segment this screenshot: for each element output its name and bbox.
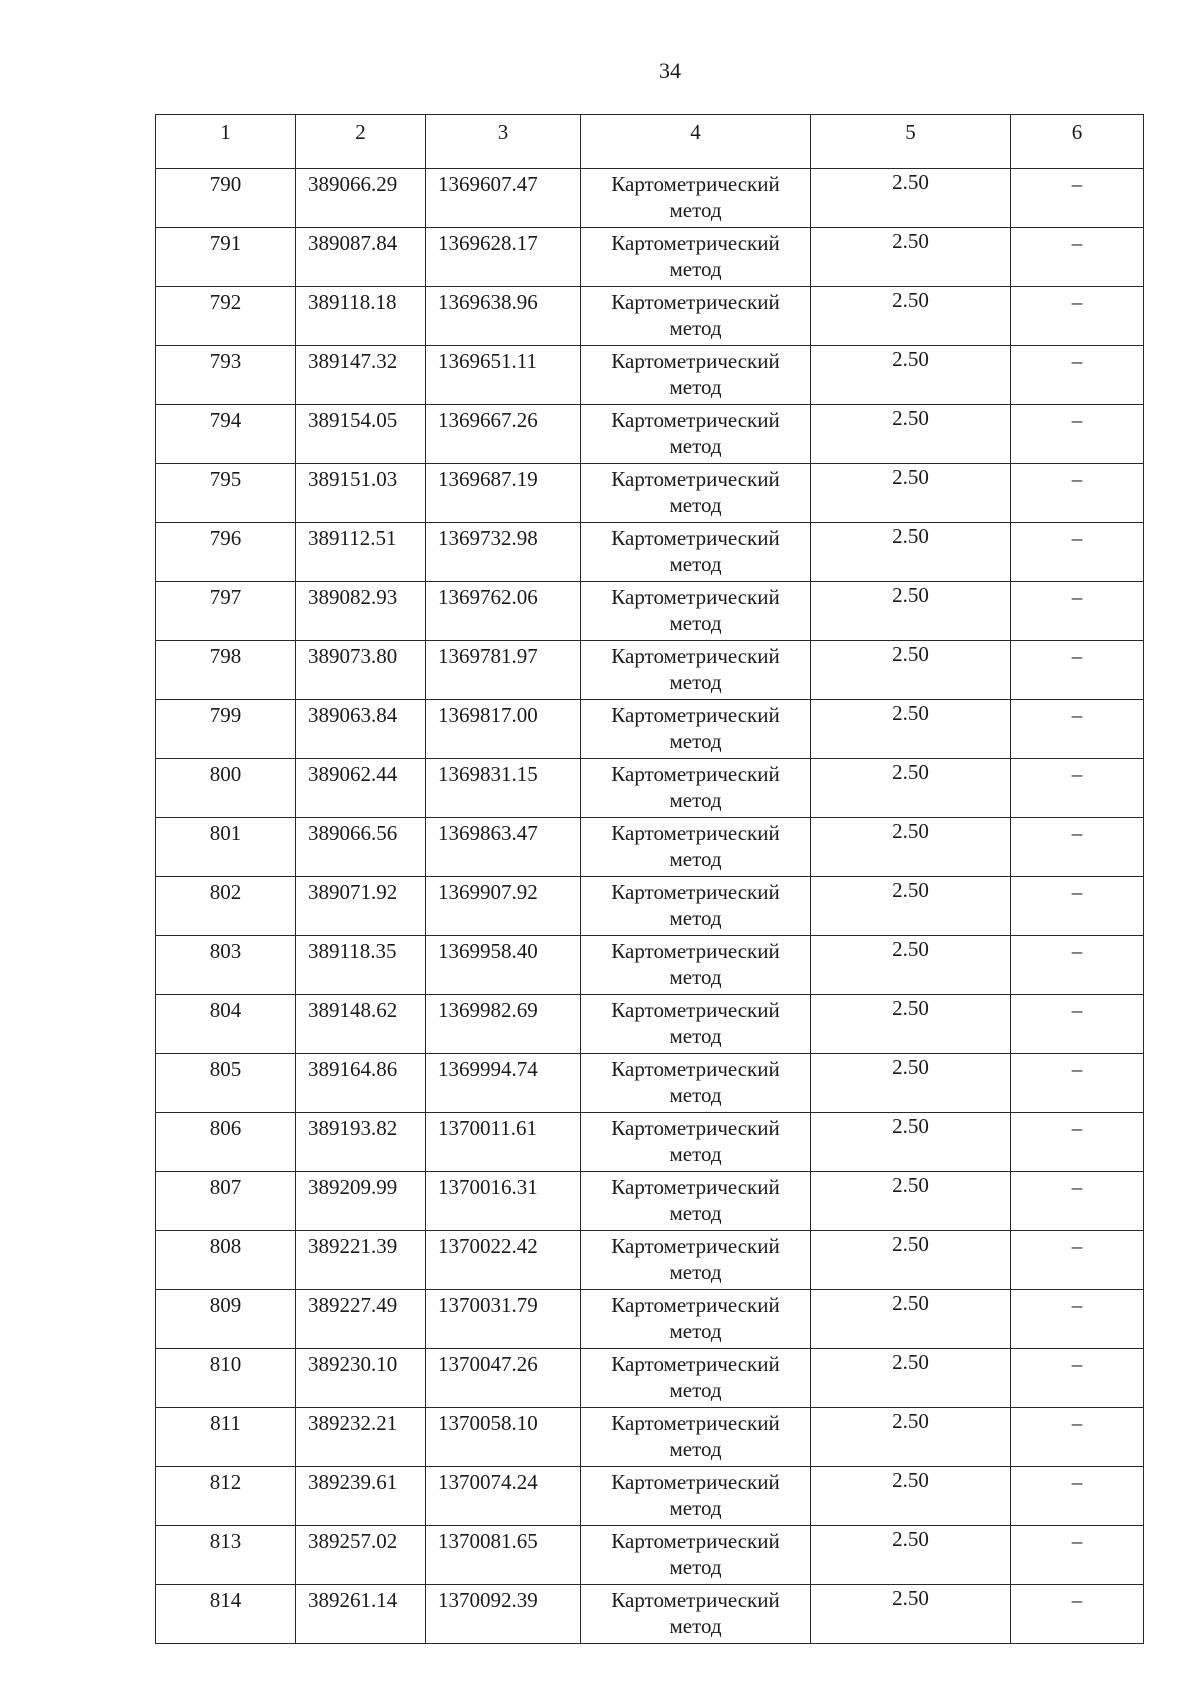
method-cell	[581, 464, 811, 523]
y-coordinate-cell: 1370074.24	[426, 1467, 581, 1526]
header-col-1: 1	[156, 115, 296, 169]
point-number-cell: 798	[156, 641, 296, 700]
method-cell	[581, 1349, 811, 1408]
method-line-2: метод	[669, 1378, 722, 1402]
method-line-2: метод	[669, 552, 722, 576]
page-number: 34	[659, 58, 681, 83]
table-row	[156, 169, 1144, 228]
note-cell: –	[1011, 1172, 1144, 1231]
accuracy-cell: 2.50	[811, 1585, 1011, 1644]
method-line-2: метод	[669, 493, 722, 517]
table-row	[156, 1349, 1144, 1408]
method-cell	[581, 995, 811, 1054]
method-line-1: Картометрический	[611, 467, 780, 491]
point-number-cell: 810	[156, 1349, 296, 1408]
table-row	[156, 523, 1144, 582]
note-cell: –	[1011, 759, 1144, 818]
x-coordinate-cell: 389118.35	[296, 936, 426, 995]
note-cell: –	[1011, 287, 1144, 346]
y-coordinate-cell: 1369687.19	[426, 464, 581, 523]
x-coordinate-cell: 389151.03	[296, 464, 426, 523]
method-line-1: Картометрический	[611, 526, 780, 550]
point-number-cell: 802	[156, 877, 296, 936]
table-row	[156, 1585, 1144, 1644]
table-body	[156, 169, 1144, 1644]
method-line-2: метод	[669, 1083, 722, 1107]
method-line-2: метод	[669, 1555, 722, 1579]
method-line-1: Картометрический	[611, 1293, 780, 1317]
point-number-cell: 792	[156, 287, 296, 346]
x-coordinate-cell: 389230.10	[296, 1349, 426, 1408]
method-line-2: метод	[669, 1024, 722, 1048]
point-number-cell: 814	[156, 1585, 296, 1644]
point-number-cell: 812	[156, 1467, 296, 1526]
method-line-2: метод	[669, 906, 722, 930]
method-line-1: Картометрический	[611, 585, 780, 609]
point-number-cell: 809	[156, 1290, 296, 1349]
note-cell: –	[1011, 582, 1144, 641]
accuracy-cell: 2.50	[811, 759, 1011, 818]
accuracy-cell: 2.50	[811, 405, 1011, 464]
point-number-cell: 799	[156, 700, 296, 759]
method-line-2: метод	[669, 434, 722, 458]
method-cell	[581, 1526, 811, 1585]
x-coordinate-cell: 389066.29	[296, 169, 426, 228]
y-coordinate-cell: 1370081.65	[426, 1526, 581, 1585]
header-row	[156, 115, 1144, 169]
point-number-cell: 800	[156, 759, 296, 818]
point-number-cell: 811	[156, 1408, 296, 1467]
header-col-3: 3	[426, 115, 581, 169]
method-cell	[581, 759, 811, 818]
method-cell	[581, 700, 811, 759]
method-line-1: Картометрический	[611, 231, 780, 255]
x-coordinate-cell: 389071.92	[296, 877, 426, 936]
table-row	[156, 995, 1144, 1054]
x-coordinate-cell: 389232.21	[296, 1408, 426, 1467]
method-line-1: Картометрический	[611, 1470, 780, 1494]
point-number-cell: 796	[156, 523, 296, 582]
method-line-2: метод	[669, 1260, 722, 1284]
table-row	[156, 1526, 1144, 1585]
method-line-1: Картометрический	[611, 290, 780, 314]
point-number-cell: 791	[156, 228, 296, 287]
y-coordinate-cell: 1369817.00	[426, 700, 581, 759]
method-cell	[581, 1467, 811, 1526]
y-coordinate-cell: 1369762.06	[426, 582, 581, 641]
note-cell: –	[1011, 346, 1144, 405]
method-line-2: метод	[669, 847, 722, 871]
method-line-1: Картометрический	[611, 408, 780, 432]
accuracy-cell: 2.50	[811, 346, 1011, 405]
note-cell: –	[1011, 818, 1144, 877]
method-cell	[581, 582, 811, 641]
method-line-1: Картометрический	[611, 939, 780, 963]
x-coordinate-cell: 389073.80	[296, 641, 426, 700]
table-row	[156, 405, 1144, 464]
table-row	[156, 1467, 1144, 1526]
method-cell	[581, 877, 811, 936]
method-cell	[581, 641, 811, 700]
coordinates-table-container	[155, 114, 1143, 1644]
x-coordinate-cell: 389209.99	[296, 1172, 426, 1231]
method-line-2: метод	[669, 965, 722, 989]
method-line-2: метод	[669, 1201, 722, 1225]
accuracy-cell: 2.50	[811, 523, 1011, 582]
accuracy-cell: 2.50	[811, 287, 1011, 346]
header-col-2: 2	[296, 115, 426, 169]
y-coordinate-cell: 1369607.47	[426, 169, 581, 228]
accuracy-cell: 2.50	[811, 582, 1011, 641]
method-line-1: Картометрический	[611, 998, 780, 1022]
x-coordinate-cell: 389221.39	[296, 1231, 426, 1290]
x-coordinate-cell: 389239.61	[296, 1467, 426, 1526]
table-row	[156, 936, 1144, 995]
point-number-cell: 797	[156, 582, 296, 641]
note-cell: –	[1011, 936, 1144, 995]
method-line-1: Картометрический	[611, 1588, 780, 1612]
table-row	[156, 700, 1144, 759]
method-line-1: Картометрический	[611, 349, 780, 373]
method-line-2: метод	[669, 670, 722, 694]
accuracy-cell: 2.50	[811, 1054, 1011, 1113]
point-number-cell: 805	[156, 1054, 296, 1113]
note-cell: –	[1011, 1585, 1144, 1644]
method-cell	[581, 1231, 811, 1290]
accuracy-cell: 2.50	[811, 169, 1011, 228]
accuracy-cell: 2.50	[811, 1231, 1011, 1290]
y-coordinate-cell: 1369732.98	[426, 523, 581, 582]
method-cell	[581, 1408, 811, 1467]
method-line-2: метод	[669, 1496, 722, 1520]
y-coordinate-cell: 1370058.10	[426, 1408, 581, 1467]
table-row	[156, 228, 1144, 287]
method-line-1: Картометрический	[611, 1529, 780, 1553]
method-line-2: метод	[669, 375, 722, 399]
x-coordinate-cell: 389257.02	[296, 1526, 426, 1585]
point-number-cell: 794	[156, 405, 296, 464]
note-cell: –	[1011, 1231, 1144, 1290]
note-cell: –	[1011, 228, 1144, 287]
note-cell: –	[1011, 1408, 1144, 1467]
x-coordinate-cell: 389154.05	[296, 405, 426, 464]
y-coordinate-cell: 1369628.17	[426, 228, 581, 287]
point-number-cell: 795	[156, 464, 296, 523]
table-row	[156, 877, 1144, 936]
method-line-1: Картометрический	[611, 762, 780, 786]
method-line-1: Картометрический	[611, 703, 780, 727]
note-cell: –	[1011, 1467, 1144, 1526]
y-coordinate-cell: 1370016.31	[426, 1172, 581, 1231]
point-number-cell: 807	[156, 1172, 296, 1231]
x-coordinate-cell: 389063.84	[296, 700, 426, 759]
method-line-1: Картометрический	[611, 1057, 780, 1081]
accuracy-cell: 2.50	[811, 1467, 1011, 1526]
x-coordinate-cell: 389118.18	[296, 287, 426, 346]
method-cell	[581, 1290, 811, 1349]
note-cell: –	[1011, 877, 1144, 936]
x-coordinate-cell: 389148.62	[296, 995, 426, 1054]
y-coordinate-cell: 1370011.61	[426, 1113, 581, 1172]
method-cell	[581, 1113, 811, 1172]
y-coordinate-cell: 1369958.40	[426, 936, 581, 995]
y-coordinate-cell: 1369982.69	[426, 995, 581, 1054]
y-coordinate-cell: 1369907.92	[426, 877, 581, 936]
table-row	[156, 1113, 1144, 1172]
method-line-2: метод	[669, 1437, 722, 1461]
y-coordinate-cell: 1369994.74	[426, 1054, 581, 1113]
x-coordinate-cell: 389164.86	[296, 1054, 426, 1113]
method-cell	[581, 1172, 811, 1231]
method-cell	[581, 936, 811, 995]
y-coordinate-cell: 1370031.79	[426, 1290, 581, 1349]
method-cell	[581, 228, 811, 287]
x-coordinate-cell: 389087.84	[296, 228, 426, 287]
header-col-6: 6	[1011, 115, 1144, 169]
method-line-2: метод	[669, 788, 722, 812]
y-coordinate-cell: 1369863.47	[426, 818, 581, 877]
note-cell: –	[1011, 169, 1144, 228]
accuracy-cell: 2.50	[811, 700, 1011, 759]
y-coordinate-cell: 1370092.39	[426, 1585, 581, 1644]
method-line-2: метод	[669, 1614, 722, 1638]
note-cell: –	[1011, 1113, 1144, 1172]
table-row	[156, 641, 1144, 700]
method-cell	[581, 523, 811, 582]
point-number-cell: 813	[156, 1526, 296, 1585]
note-cell: –	[1011, 405, 1144, 464]
coordinates-table	[155, 114, 1144, 1644]
y-coordinate-cell: 1369651.11	[426, 346, 581, 405]
accuracy-cell: 2.50	[811, 1113, 1011, 1172]
method-line-1: Картометрический	[611, 1352, 780, 1376]
method-line-2: метод	[669, 1319, 722, 1343]
y-coordinate-cell: 1370047.26	[426, 1349, 581, 1408]
accuracy-cell: 2.50	[811, 936, 1011, 995]
x-coordinate-cell: 389082.93	[296, 582, 426, 641]
x-coordinate-cell: 389147.32	[296, 346, 426, 405]
note-cell: –	[1011, 995, 1144, 1054]
table-row	[156, 1231, 1144, 1290]
method-line-1: Картометрический	[611, 1116, 780, 1140]
accuracy-cell: 2.50	[811, 228, 1011, 287]
note-cell: –	[1011, 1290, 1144, 1349]
note-cell: –	[1011, 641, 1144, 700]
method-line-2: метод	[669, 198, 722, 222]
method-cell	[581, 346, 811, 405]
y-coordinate-cell: 1369781.97	[426, 641, 581, 700]
method-line-1: Картометрический	[611, 1175, 780, 1199]
point-number-cell: 790	[156, 169, 296, 228]
method-cell	[581, 818, 811, 877]
table-row	[156, 582, 1144, 641]
x-coordinate-cell: 389193.82	[296, 1113, 426, 1172]
accuracy-cell: 2.50	[811, 1408, 1011, 1467]
accuracy-cell: 2.50	[811, 1526, 1011, 1585]
note-cell: –	[1011, 1526, 1144, 1585]
accuracy-cell: 2.50	[811, 641, 1011, 700]
x-coordinate-cell: 389062.44	[296, 759, 426, 818]
x-coordinate-cell: 389066.56	[296, 818, 426, 877]
x-coordinate-cell: 389261.14	[296, 1585, 426, 1644]
accuracy-cell: 2.50	[811, 995, 1011, 1054]
point-number-cell: 803	[156, 936, 296, 995]
method-line-2: метод	[669, 316, 722, 340]
x-coordinate-cell: 389112.51	[296, 523, 426, 582]
method-line-2: метод	[669, 729, 722, 753]
y-coordinate-cell: 1369638.96	[426, 287, 581, 346]
point-number-cell: 804	[156, 995, 296, 1054]
table-row	[156, 1172, 1144, 1231]
method-cell	[581, 169, 811, 228]
table-row	[156, 1054, 1144, 1113]
method-cell	[581, 405, 811, 464]
table-row	[156, 759, 1144, 818]
method-line-1: Картометрический	[611, 1411, 780, 1435]
table-header	[156, 115, 1144, 169]
table-row	[156, 464, 1144, 523]
y-coordinate-cell: 1369831.15	[426, 759, 581, 818]
method-line-2: метод	[669, 611, 722, 635]
accuracy-cell: 2.50	[811, 1172, 1011, 1231]
point-number-cell: 806	[156, 1113, 296, 1172]
method-line-2: метод	[669, 257, 722, 281]
method-cell	[581, 1054, 811, 1113]
method-cell	[581, 1585, 811, 1644]
method-line-1: Картометрический	[611, 821, 780, 845]
accuracy-cell: 2.50	[811, 818, 1011, 877]
table-row	[156, 1290, 1144, 1349]
accuracy-cell: 2.50	[811, 1349, 1011, 1408]
method-cell	[581, 287, 811, 346]
point-number-cell: 793	[156, 346, 296, 405]
accuracy-cell: 2.50	[811, 464, 1011, 523]
y-coordinate-cell: 1369667.26	[426, 405, 581, 464]
table-row	[156, 818, 1144, 877]
note-cell: –	[1011, 1054, 1144, 1113]
method-line-1: Картометрический	[611, 644, 780, 668]
point-number-cell: 808	[156, 1231, 296, 1290]
table-row	[156, 346, 1144, 405]
y-coordinate-cell: 1370022.42	[426, 1231, 581, 1290]
point-number-cell: 801	[156, 818, 296, 877]
note-cell: –	[1011, 523, 1144, 582]
method-line-1: Картометрический	[611, 880, 780, 904]
table-row	[156, 287, 1144, 346]
note-cell: –	[1011, 464, 1144, 523]
note-cell: –	[1011, 700, 1144, 759]
header-col-4: 4	[581, 115, 811, 169]
x-coordinate-cell: 389227.49	[296, 1290, 426, 1349]
method-line-1: Картометрический	[611, 172, 780, 196]
method-line-2: метод	[669, 1142, 722, 1166]
accuracy-cell: 2.50	[811, 877, 1011, 936]
accuracy-cell: 2.50	[811, 1290, 1011, 1349]
method-line-1: Картометрический	[611, 1234, 780, 1258]
header-col-5: 5	[811, 115, 1011, 169]
table-row	[156, 1408, 1144, 1467]
note-cell: –	[1011, 1349, 1144, 1408]
